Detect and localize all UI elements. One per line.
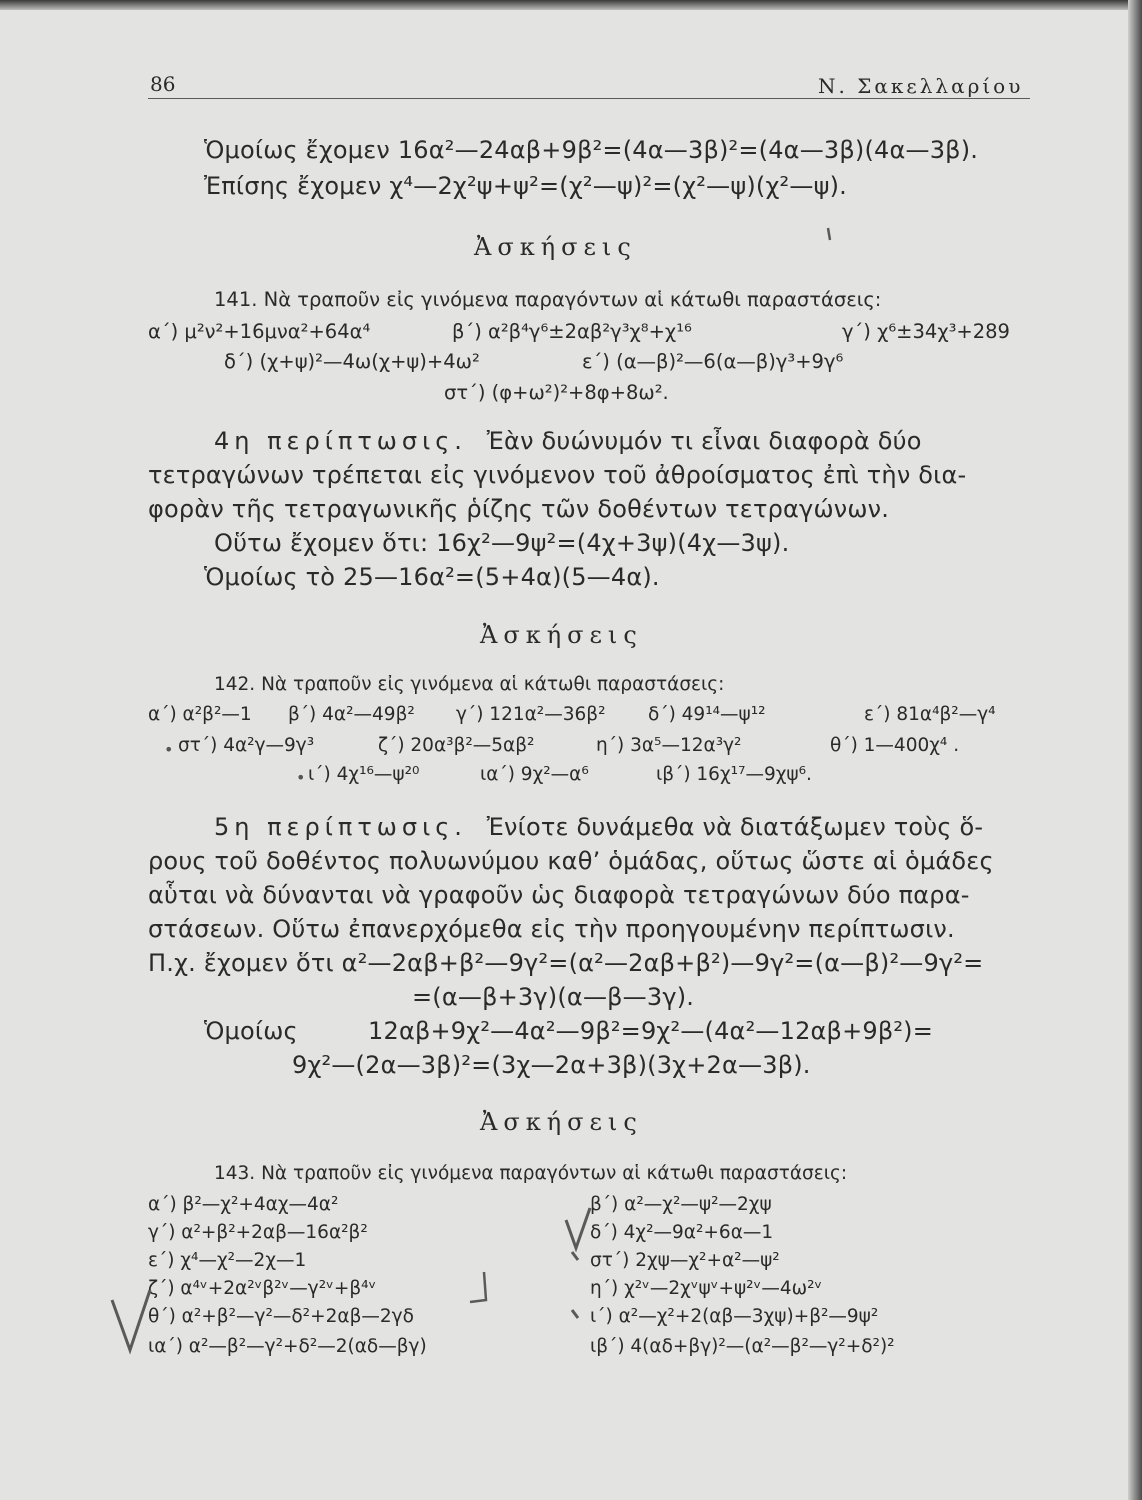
ex142-e: ε΄) 81α⁴β²—γ⁴: [864, 704, 996, 725]
intro-line-1: Ὁμοίως ἔχομεν 16α²—24αβ+9β²=(4α—3β)²=(4α—3β)(4α—3β).: [204, 136, 979, 164]
ex143-left-1: α΄) β²—χ²+4αχ—4α²: [148, 1194, 339, 1215]
ex143-left-6: ια΄) α²—β²—γ²+δ²—2(αδ—βγ): [148, 1336, 427, 1357]
case5-line-2: ρους τοῦ δοθέντος πολυωνύμου καθ’ ὁμάδας, οὕτως ὥστε αἱ ὁμάδες: [148, 847, 994, 875]
ex141-d: δ΄) (χ+ψ)²—4ω(χ+ψ)+4ω²: [224, 350, 480, 373]
case5-line-1: Ἐνίοτε δυνάμεθα νὰ διατάξωμεν τοὺς ὅ-: [486, 813, 984, 841]
case4-line-3: φορὰν τῆς τετραγωνικῆς ῥίζης τῶν δοθέντων τετραγώνων.: [148, 495, 890, 523]
intro-line-2: Ἐπίσης ἔχομεν χ⁴—2χ²ψ+ψ²=(χ²—ψ)²=(χ²—ψ)(χ²—ψ).: [204, 172, 847, 200]
ex142-k: ια΄) 9χ²—α⁶: [480, 764, 589, 785]
ex143-left-4: ζ΄) α⁴ᵛ+2α²ᵛβ²ᵛ—γ²ᵛ+β⁴ᵛ: [148, 1278, 377, 1299]
ex143-left-2: γ΄) α²+β²+2αβ—16α²β²: [148, 1222, 368, 1243]
ex143-right-5: ι΄) α²—χ²+2(αβ—3χψ)+β²—9ψ²: [590, 1306, 879, 1327]
ex142-c: γ΄) 121α²—36β²: [456, 704, 606, 725]
ex143-right-4: η΄) χ²ᵛ—2χᵛψᵛ+ψ²ᵛ—4ω²ᵛ: [590, 1278, 823, 1299]
exercises-title-142: Ἀσκήσεις: [480, 621, 643, 649]
case4-line-4: Οὕτω ἔχομεν ὅτι: 16χ²—9ψ²=(4χ+3ψ)(4χ—3ψ).: [214, 529, 790, 557]
exercises-title-143: Ἀσκήσεις: [480, 1108, 643, 1136]
ex143-left-3: ε΄) χ⁴—χ²—2χ—1: [148, 1250, 307, 1271]
ex142-g: ζ΄) 20α³β²—5αβ²: [378, 735, 535, 756]
ex141-e: ε΄) (α—β)²—6(α—β)γ³+9γ⁶: [582, 350, 844, 373]
ex143-left-5: θ΄) α²+β²—γ²—δ²+2αβ—2γδ: [148, 1306, 414, 1327]
case4-line-2: τετραγώνων τρέπεται εἰς γινόμενον τοῦ ἀθροίσματος ἐπὶ τὴν δια-: [148, 461, 967, 489]
case5-line-5: Π.χ. ἔχομεν ὅτι α²—2αβ+β²—9γ²=(α²—2αβ+β²)—9γ²=(α—β)²—9γ²=: [148, 949, 984, 977]
ex141-c: γ΄) χ⁶±34χ³+289: [842, 320, 1010, 343]
ex142-i: θ΄) 1—400χ⁴ .: [830, 735, 960, 756]
pencil-tick-mark-icon: [572, 1252, 578, 1260]
ex143-right-1: β΄) α²—χ²—ψ²—2χψ: [590, 1194, 772, 1215]
ex142-f: στ΄) 4α²γ—9γ³: [178, 735, 315, 756]
pencil-bracket-mark-icon: [470, 1272, 486, 1302]
ex142-b: β΄) 4α²—49β²: [288, 704, 415, 725]
case5-heading: 5η περίπτωσις.: [214, 813, 467, 841]
case5-line-7-label: Ὁμοίως: [204, 1017, 298, 1045]
case5-line-4: στάσεων. Οὕτω ἐπανερχόμεθα εἰς τὴν προηγουμένην περίπτωσιν.: [148, 915, 955, 943]
ex142-a: α΄) α²β²—1: [148, 704, 252, 725]
pencil-check-mark-icon: [566, 1208, 590, 1248]
ex141-a: α΄) μ²ν²+16μνα²+64α⁴: [148, 320, 371, 343]
ex143-right-3: στ΄) 2χψ—χ²+α²—ψ²: [590, 1250, 780, 1271]
running-header-author: Ν. Σακελλαρίου: [818, 74, 1024, 98]
ex141-b: β΄) α²β⁴γ⁶±2αβ²γ³χ⁸+χ¹⁶: [452, 320, 692, 343]
case5-line-7: 12αβ+9χ²—4α²—9β²=9χ²—(4α²—12αβ+9β²)=: [368, 1017, 934, 1045]
ex142-l: ιβ΄) 16χ¹⁷—9χψ⁶.: [656, 764, 812, 785]
case5-line-3: αὗται νὰ δύνανται νὰ γραφοῦν ὡς διαφορὰ τετραγώνων δύο παρα-: [148, 881, 970, 909]
exercises-title-141: Ἀσκήσεις: [474, 233, 637, 261]
case5-line-8: 9χ²—(2α—3β)²=(3χ—2α+3β)(3χ+2α—3β).: [292, 1051, 811, 1079]
pencil-tick-mark-icon: [828, 228, 830, 240]
case4-line-5: Ὁμοίως τὸ 25—16α²=(5+4α)(5—4α).: [204, 563, 660, 591]
pencil-dot-mark-icon: •: [296, 768, 306, 787]
ex142-d: δ΄) 49¹⁴—ψ¹²: [648, 704, 766, 725]
ex143-right-6: ιβ΄) 4(αδ+βγ)²—(α²—β²—γ²+δ²)²: [590, 1336, 895, 1357]
pencil-check-mark-icon: [112, 1290, 150, 1350]
case4-heading: 4η περίπτωσις.: [214, 427, 467, 455]
case5-line-6: =(α—β+3γ)(α—β—3γ).: [412, 983, 695, 1011]
ex141-prompt: 141. Νὰ τραποῦν εἰς γινόμενα παραγόντων αἱ κάτωθι παραστάσεις:: [214, 288, 882, 311]
pencil-dot-mark-icon: •: [164, 740, 174, 759]
page-number: 86: [150, 72, 176, 96]
ex143-prompt: 143. Νὰ τραποῦν εἰς γινόμενα παραγόντων αἱ κάτωθι παραστάσεις:: [214, 1163, 848, 1184]
ex142-prompt: 142. Νὰ τραποῦν εἰς γινόμενα αἱ κάτωθι παραστάσεις:: [214, 674, 725, 695]
ex141-f: στ΄) (φ+ω²)²+8φ+8ω².: [444, 381, 669, 404]
case4-line-1: Ἐὰν δυώνυμόν τι εἶναι διαφορὰ δύο: [486, 427, 922, 455]
ex142-h: η΄) 3α⁵—12α³γ²: [596, 735, 742, 756]
pencil-tick-mark-icon: [572, 1310, 578, 1318]
ex142-j: ι΄) 4χ¹⁶—ψ²⁰: [308, 764, 420, 785]
ex143-right-2: δ΄) 4χ²—9α²+6α—1: [590, 1222, 774, 1243]
